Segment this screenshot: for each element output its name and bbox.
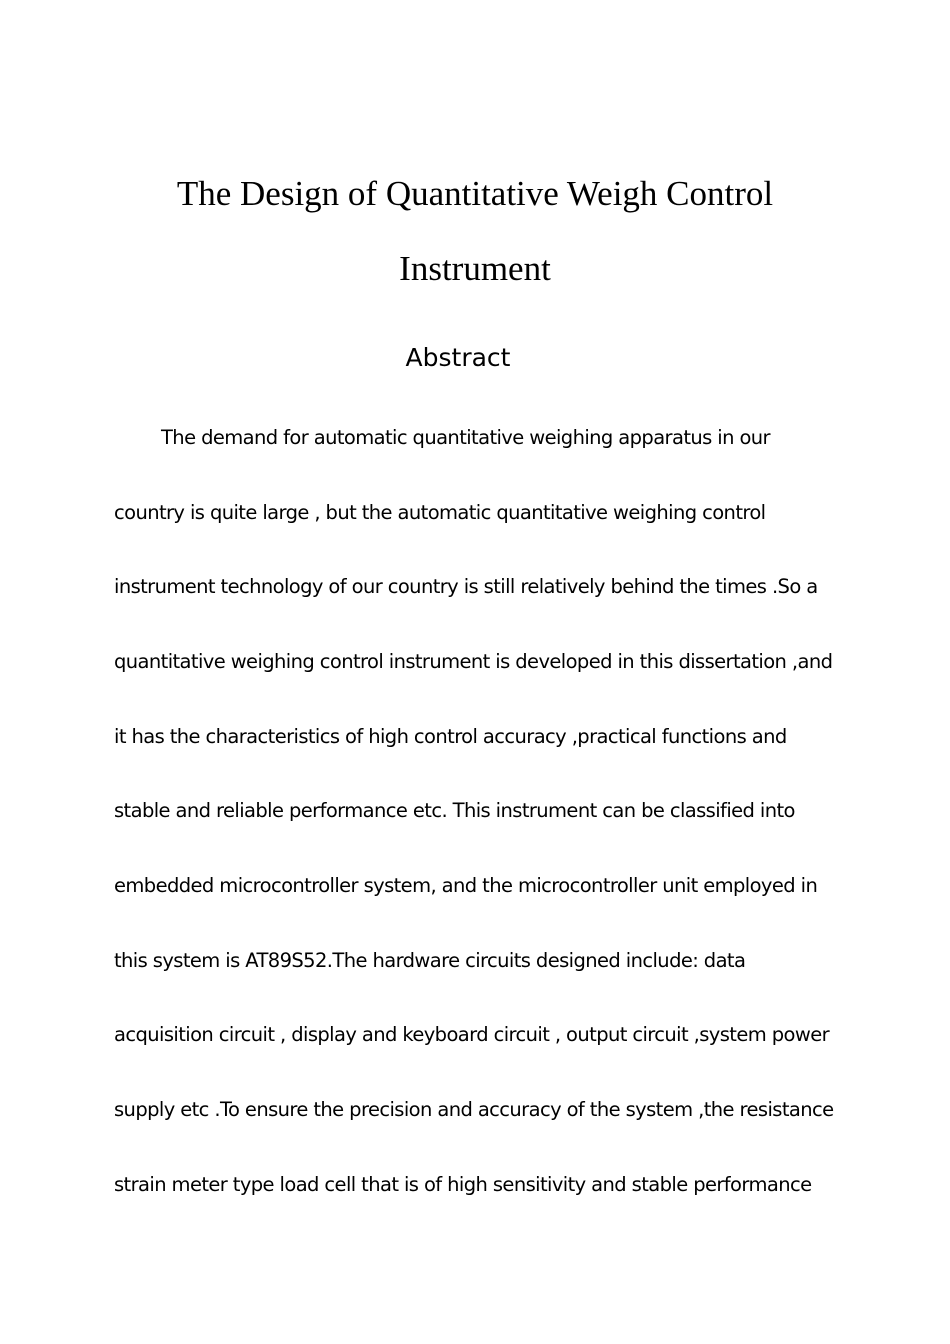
section-heading: Abstract <box>405 343 511 372</box>
abstract-line: supply etc .To ensure the precision and accuracy of the system ,the resistance <box>114 1098 834 1121</box>
title-line-1: The Design of Quantitative Weigh Control <box>176 174 774 213</box>
abstract-line: country is quite large , but the automatic quantitative weighing control <box>114 501 766 524</box>
abstract-line: quantitative weighing control instrument is developed in this dissertation ,and <box>114 650 833 673</box>
abstract-line: instrument technology of our country is still relatively behind the times .So a <box>114 575 818 598</box>
abstract-line: strain meter type load cell that is of high sensitivity and stable performance <box>114 1173 812 1196</box>
abstract-line: stable and reliable performance etc. This instrument can be classified into <box>114 799 795 822</box>
abstract-line: acquisition circuit , display and keyboard circuit , output circuit ,system power <box>114 1023 830 1046</box>
abstract-line: this system is AT89S52.The hardware circuits designed include: data <box>114 949 746 972</box>
title-line-2: Instrument <box>399 249 551 288</box>
abstract-line: it has the characteristics of high control accuracy ,practical functions and <box>114 725 787 748</box>
abstract-line: embedded microcontroller system, and the microcontroller unit employed in <box>114 874 818 897</box>
abstract-line: The demand for automatic quantitative weighing apparatus in our <box>161 426 770 449</box>
